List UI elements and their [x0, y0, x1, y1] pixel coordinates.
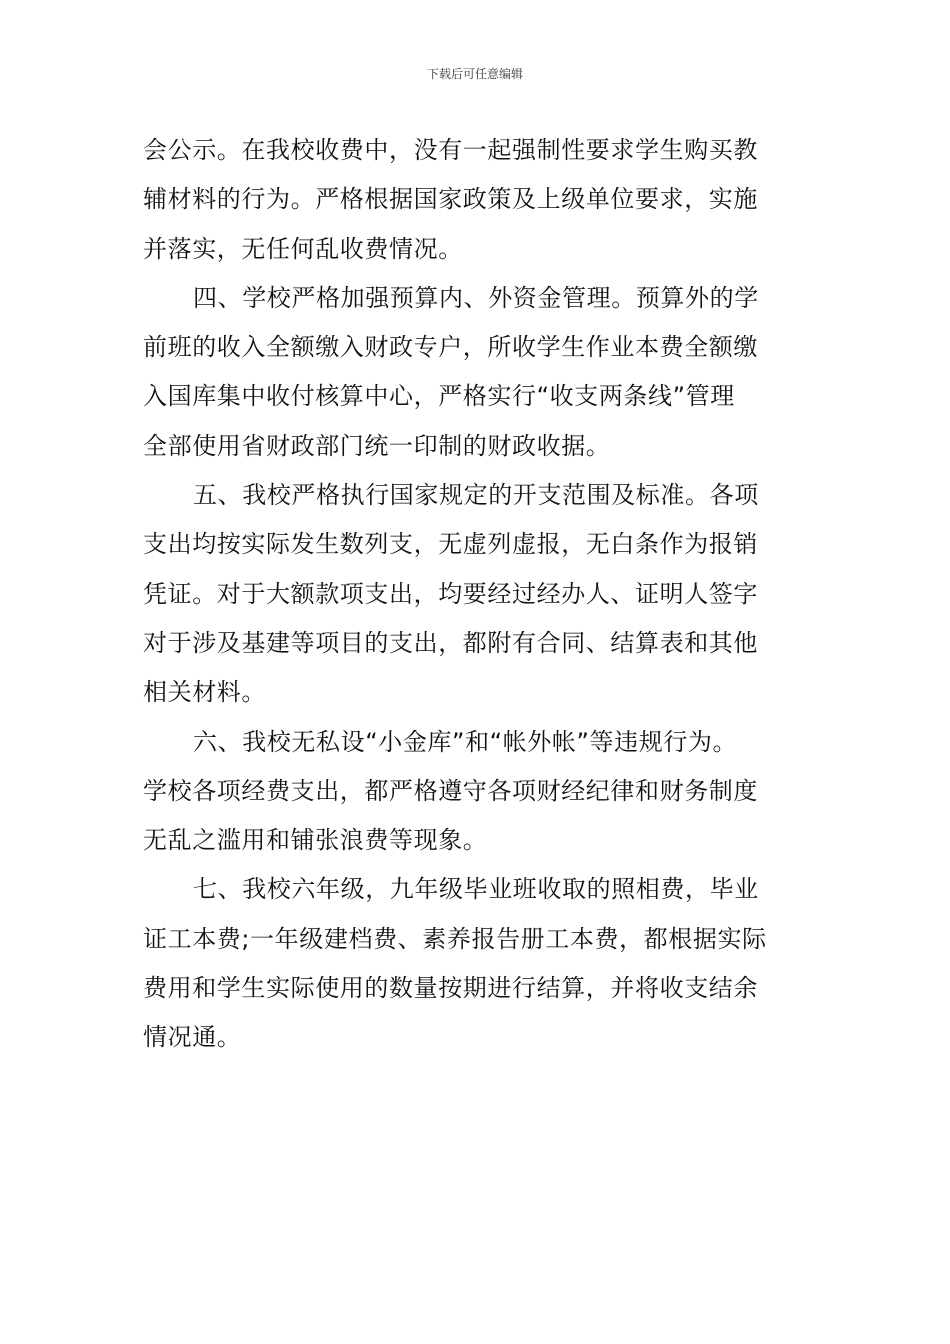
text-line: 学校各项经费支出，都严格遵守各项财经纪律和财务制度 [143, 776, 758, 805]
text-line: 凭证。对于大额款项支出，均要经过经办人、证明人签字 [143, 579, 758, 608]
text-line: 并落实，无任何乱收费情况。 [143, 234, 463, 263]
text-line: 情况通。 [143, 1023, 242, 1052]
text-line: 前班的收入全额缴入财政专户，所收学生作业本费全额缴 [143, 333, 758, 362]
text-line: 相关材料。 [143, 678, 266, 707]
header-note: 下载后可任意编辑 [426, 67, 523, 81]
text-line: 入国库集中收付核算中心，严格实行“收支两条线”管理 [143, 382, 735, 411]
text-line: 费用和学生实际使用的数量按期进行结算，并将收支结余 [143, 974, 758, 1003]
text-line: 对于涉及基建等项目的支出，都附有合同、结算表和其他 [143, 628, 758, 657]
text-line: 无乱之滥用和铺张浪费等现象。 [143, 826, 488, 855]
document-body [143, 126, 811, 1063]
paragraph-start-line: 七、我校六年级，九年级毕业班收取的照相费，毕业 [193, 875, 759, 904]
paragraph-start-line: 五、我校严格执行国家规定的开支范围及标准。各项 [193, 481, 759, 510]
text-line: 会公示。在我校收费中，没有一起强制性要求学生购买教 [143, 136, 758, 164]
paragraph-start-line: 四、学校严格加强预算内、外资金管理。预算外的学 [193, 283, 759, 312]
text-line: 辅材料的行为。严格根据国家政策及上级单位要求，实施 [143, 185, 758, 214]
text-line: 全部使用省财政部门统一印制的财政收据。 [143, 431, 611, 460]
text-line: 证工本费;一年级建档费、素养报告册工本费，都根据实际 [143, 924, 767, 953]
text-line: 支出均按实际发生数列支，无虚列虚报，无白条作为报销 [143, 530, 758, 559]
paragraph-start-line: 六、我校无私设“小金库”和“帐外帐”等违规行为。 [193, 727, 738, 756]
